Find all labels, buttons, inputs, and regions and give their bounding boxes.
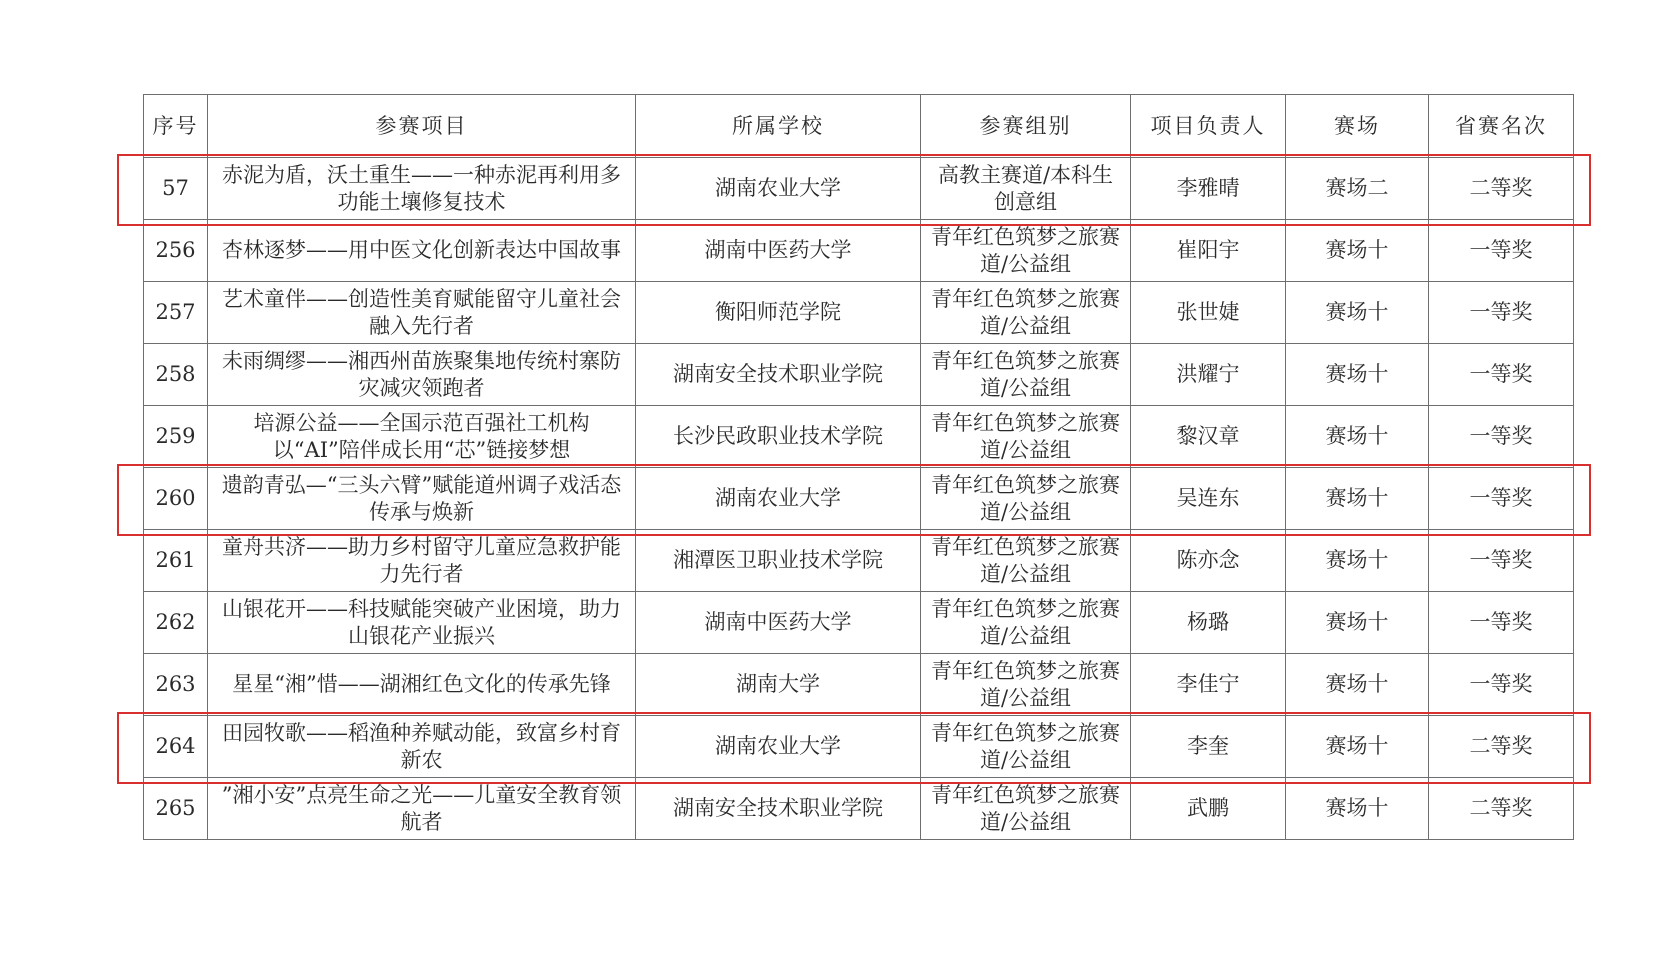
cell-leader: 洪耀宁 <box>1131 344 1286 406</box>
cell-venue: 赛场十 <box>1286 468 1429 530</box>
cell-group: 青年红色筑梦之旅赛道/公益组 <box>921 468 1131 530</box>
table-row <box>144 592 1574 654</box>
cell-venue: 赛场十 <box>1286 716 1429 778</box>
cell-no: 265 <box>144 778 208 840</box>
cell-school: 衡阳师范学院 <box>636 282 921 344</box>
cell-group: 青年红色筑梦之旅赛道/公益组 <box>921 654 1131 716</box>
cell-venue: 赛场十 <box>1286 654 1429 716</box>
cell-group: 青年红色筑梦之旅赛道/公益组 <box>921 592 1131 654</box>
cell-no: 261 <box>144 530 208 592</box>
cell-rank: 一等奖 <box>1429 220 1574 282</box>
table-row <box>144 158 1574 220</box>
cell-no: 258 <box>144 344 208 406</box>
cell-school: 湖南农业大学 <box>636 468 921 530</box>
cell-group: 青年红色筑梦之旅赛道/公益组 <box>921 530 1131 592</box>
cell-no: 256 <box>144 220 208 282</box>
cell-project: 杏林逐梦——用中医文化创新表达中国故事 <box>208 220 636 282</box>
cell-venue: 赛场十 <box>1286 406 1429 468</box>
cell-project: 星星“湘”惜——湖湘红色文化的传承先锋 <box>208 654 636 716</box>
table-row <box>144 468 1574 530</box>
cell-project: 遗韵青弘—“三头六臂”赋能道州调子戏活态传承与焕新 <box>208 468 636 530</box>
cell-group: 青年红色筑梦之旅赛道/公益组 <box>921 282 1131 344</box>
cell-school: 湖南安全技术职业学院 <box>636 344 921 406</box>
cell-leader: 杨璐 <box>1131 592 1286 654</box>
cell-project: 赤泥为盾，沃土重生——一种赤泥再利用多功能土壤修复技术 <box>208 158 636 220</box>
cell-no: 57 <box>144 158 208 220</box>
cell-rank: 二等奖 <box>1429 778 1574 840</box>
table-row <box>144 654 1574 716</box>
cell-project: 山银花开——科技赋能突破产业困境，助力山银花产业振兴 <box>208 592 636 654</box>
cell-leader: 黎汉章 <box>1131 406 1286 468</box>
header-project: 参赛项目 <box>208 95 636 158</box>
cell-project: 田园牧歌——稻渔种养赋动能，致富乡村育新农 <box>208 716 636 778</box>
header-group: 参赛组别 <box>921 95 1131 158</box>
cell-rank: 一等奖 <box>1429 530 1574 592</box>
table-row <box>144 220 1574 282</box>
cell-school: 湘潭医卫职业技术学院 <box>636 530 921 592</box>
cell-group: 青年红色筑梦之旅赛道/公益组 <box>921 344 1131 406</box>
table-row <box>144 778 1574 840</box>
cell-school: 湖南中医药大学 <box>636 220 921 282</box>
cell-leader: 武鹏 <box>1131 778 1286 840</box>
cell-project: ”湘小安”点亮生命之光——儿童安全教育领航者 <box>208 778 636 840</box>
table-row <box>144 530 1574 592</box>
cell-project: 童舟共济——助力乡村留守儿童应急救护能力先行者 <box>208 530 636 592</box>
cell-project: 艺术童伴——创造性美育赋能留守儿童社会融入先行者 <box>208 282 636 344</box>
cell-rank: 二等奖 <box>1429 716 1574 778</box>
cell-group: 青年红色筑梦之旅赛道/公益组 <box>921 778 1131 840</box>
cell-group: 青年红色筑梦之旅赛道/公益组 <box>921 220 1131 282</box>
cell-venue: 赛场二 <box>1286 158 1429 220</box>
cell-no: 257 <box>144 282 208 344</box>
cell-no: 264 <box>144 716 208 778</box>
cell-no: 259 <box>144 406 208 468</box>
cell-leader: 张世婕 <box>1131 282 1286 344</box>
cell-school: 湖南农业大学 <box>636 716 921 778</box>
cell-school: 湖南大学 <box>636 654 921 716</box>
results-table <box>143 94 1574 840</box>
cell-no: 262 <box>144 592 208 654</box>
table-row <box>144 406 1574 468</box>
cell-group: 青年红色筑梦之旅赛道/公益组 <box>921 406 1131 468</box>
cell-project: 未雨绸缪——湘西州苗族聚集地传统村寨防灾减灾领跑者 <box>208 344 636 406</box>
cell-venue: 赛场十 <box>1286 282 1429 344</box>
table-row <box>144 282 1574 344</box>
cell-leader: 吴连东 <box>1131 468 1286 530</box>
cell-group: 高教主赛道/本科生 创意组 <box>921 158 1131 220</box>
header-leader: 项目负责人 <box>1131 95 1286 158</box>
cell-venue: 赛场十 <box>1286 530 1429 592</box>
header-venue: 赛场 <box>1286 95 1429 158</box>
table-row <box>144 344 1574 406</box>
cell-no: 263 <box>144 654 208 716</box>
cell-rank: 一等奖 <box>1429 654 1574 716</box>
cell-leader: 陈亦念 <box>1131 530 1286 592</box>
cell-rank: 一等奖 <box>1429 282 1574 344</box>
cell-school: 湖南安全技术职业学院 <box>636 778 921 840</box>
cell-leader: 崔阳宇 <box>1131 220 1286 282</box>
cell-group: 青年红色筑梦之旅赛道/公益组 <box>921 716 1131 778</box>
cell-rank: 一等奖 <box>1429 344 1574 406</box>
cell-venue: 赛场十 <box>1286 592 1429 654</box>
cell-rank: 一等奖 <box>1429 406 1574 468</box>
cell-rank: 一等奖 <box>1429 592 1574 654</box>
cell-rank: 一等奖 <box>1429 468 1574 530</box>
cell-leader: 李佳宁 <box>1131 654 1286 716</box>
results-sheet <box>143 94 1573 840</box>
cell-venue: 赛场十 <box>1286 778 1429 840</box>
cell-project: 培源公益——全国示范百强社工机构以“AI”陪伴成长用“芯”链接梦想 <box>208 406 636 468</box>
header-row <box>144 95 1574 158</box>
cell-venue: 赛场十 <box>1286 344 1429 406</box>
cell-leader: 李雅晴 <box>1131 158 1286 220</box>
header-no: 序号 <box>144 95 208 158</box>
cell-no: 260 <box>144 468 208 530</box>
table-body <box>144 158 1574 840</box>
header-rank: 省赛名次 <box>1429 95 1574 158</box>
cell-school: 湖南中医药大学 <box>636 592 921 654</box>
cell-school: 湖南农业大学 <box>636 158 921 220</box>
cell-school: 长沙民政职业技术学院 <box>636 406 921 468</box>
header-school: 所属学校 <box>636 95 921 158</box>
table-row <box>144 716 1574 778</box>
cell-leader: 李奎 <box>1131 716 1286 778</box>
cell-rank: 二等奖 <box>1429 158 1574 220</box>
cell-venue: 赛场十 <box>1286 220 1429 282</box>
